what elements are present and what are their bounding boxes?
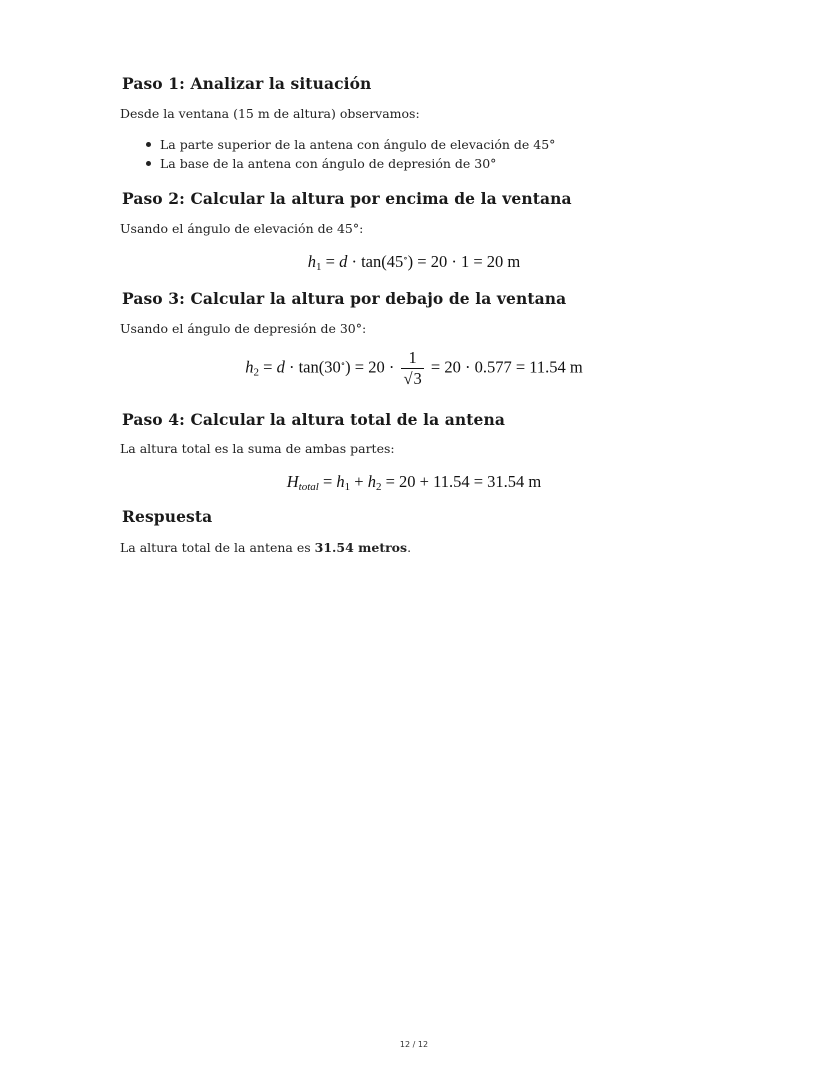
- list-item: La parte superior de la antena con ángulo de elevación de 45°: [146, 135, 555, 154]
- answer-value: 31.54 metros: [314, 540, 408, 555]
- step2-equation: $h_1 = d \cdot \tan(45^\circ) = 20 \cdot 1 = 20$ m: [307, 252, 521, 273]
- step3-intro: Usando el ángulo de depresión de 30°:: [120, 321, 367, 336]
- fraction: $\frac{1}{√3}$: [403, 348, 422, 388]
- answer-heading: Respuesta: [122, 507, 213, 526]
- step4-intro: La altura total es la suma de ambas partes:: [120, 441, 395, 456]
- step4-heading: Paso 4: Calcular la altura total de la antena: [122, 410, 505, 429]
- list-item: La base de la antena con ángulo de depresión de 30°: [146, 154, 555, 173]
- answer-text: La altura total de la antena es 31.54 metros.: [120, 540, 412, 555]
- step1-bullet-list: [146, 135, 555, 173]
- step3-heading: Paso 3: Calcular la altura por debajo de la ventana: [122, 289, 567, 308]
- step4-equation: $H_{total} = h_1 + h_2 = 20 + 11.54 = 31.54$ m: [286, 472, 542, 493]
- step3-equation: $h_2 = d \cdot \tan(30^\circ) = 20$ · $\frac{1}{√3}$ = 20 · 0.577 = 11.54 m: [245, 348, 583, 388]
- step2-intro: Usando el ángulo de elevación de 45°:: [120, 221, 364, 236]
- step1-intro: Desde la ventana (15 m de altura) observamos:: [120, 106, 420, 121]
- page-number: 12 / 12: [399, 1040, 429, 1049]
- step2-heading: Paso 2: Calcular la altura por encima de la ventana: [122, 189, 572, 208]
- step1-heading: Paso 1: Analizar la situación: [122, 74, 372, 93]
